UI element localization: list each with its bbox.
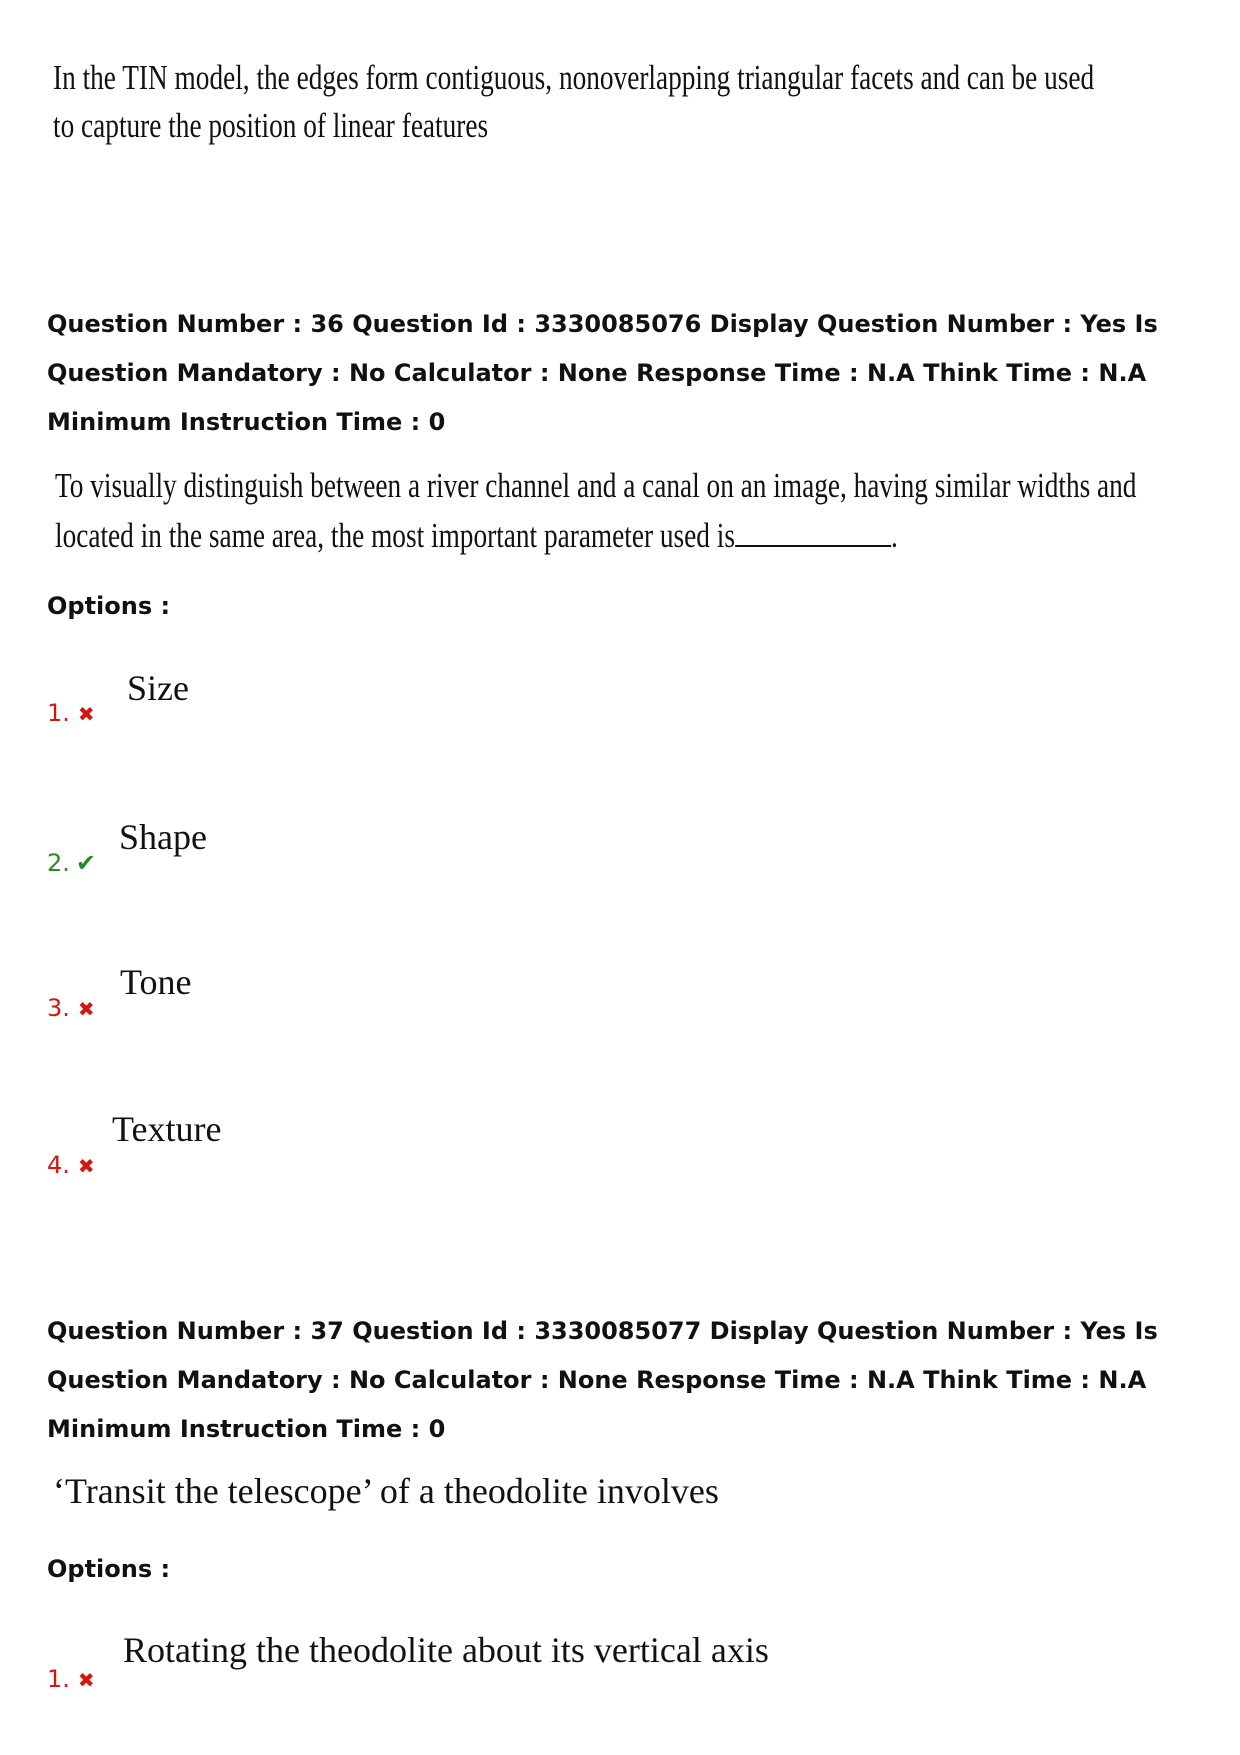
q36-answer-blank	[735, 515, 891, 547]
q36-option-3	[47, 994, 95, 1022]
q36-option-1-number: 1.	[47, 699, 70, 727]
q37-meta: Question Number : 37 Question Id : 3330085077 Display Question Number : Yes Is Question Mandatory : No Calculator : None Response Time : N.A Think Time : N.A Minimum Instruction Time : 0	[47, 1317, 1158, 1443]
q37-question: ‘Transit the telescope’ of a theodolite involves	[53, 1471, 719, 1511]
wrong-icon: ✖	[77, 702, 95, 726]
q36-option-2	[47, 849, 96, 877]
q36-option-1	[47, 699, 95, 727]
q36-option-4-number: 4.	[47, 1151, 70, 1179]
wrong-icon: ✖	[77, 1154, 95, 1178]
q37-option-1-number: 1.	[47, 1665, 70, 1693]
q36-option-2-number: 2.	[47, 849, 70, 877]
q36-meta: Question Number : 36 Question Id : 3330085076 Display Question Number : Yes Is Question Mandatory : No Calculator : None Response Time : N.A Think Time : N.A Minimum Instruction Time : 0	[47, 310, 1158, 436]
q36-option-1-text: Size	[127, 668, 189, 708]
q36-option-2-text: Shape	[119, 817, 207, 857]
q36-option-3-number: 3.	[47, 994, 70, 1022]
q36-option-4	[47, 1151, 95, 1179]
q36-option-4-text: Texture	[112, 1109, 222, 1149]
q36-question-line-2	[55, 515, 898, 556]
prev-answer-line-1: In the TIN model, the edges form contiguous, nonoverlapping triangular facets and can be used	[53, 58, 1095, 97]
q36-question-line-1: To visually distinguish between a river channel and a canal on an image, having similar widths and	[55, 466, 1137, 505]
q37-option-1-text: Rotating the theodolite about its vertical axis	[123, 1630, 769, 1670]
prev-answer-line-2: to capture the position of linear features	[53, 106, 489, 145]
q36-option-3-text: Tone	[120, 962, 192, 1002]
q37-options-label: Options :	[47, 1555, 171, 1583]
q36-question-line-2-text: located in the same area, the most important parameter used is	[55, 516, 735, 555]
q36-options-label: Options :	[47, 592, 171, 620]
wrong-icon: ✖	[77, 997, 95, 1021]
q36-question-end: .	[890, 516, 898, 555]
wrong-icon: ✖	[77, 1668, 95, 1692]
q37-option-1	[47, 1665, 95, 1693]
check-icon: ✔	[75, 849, 97, 877]
